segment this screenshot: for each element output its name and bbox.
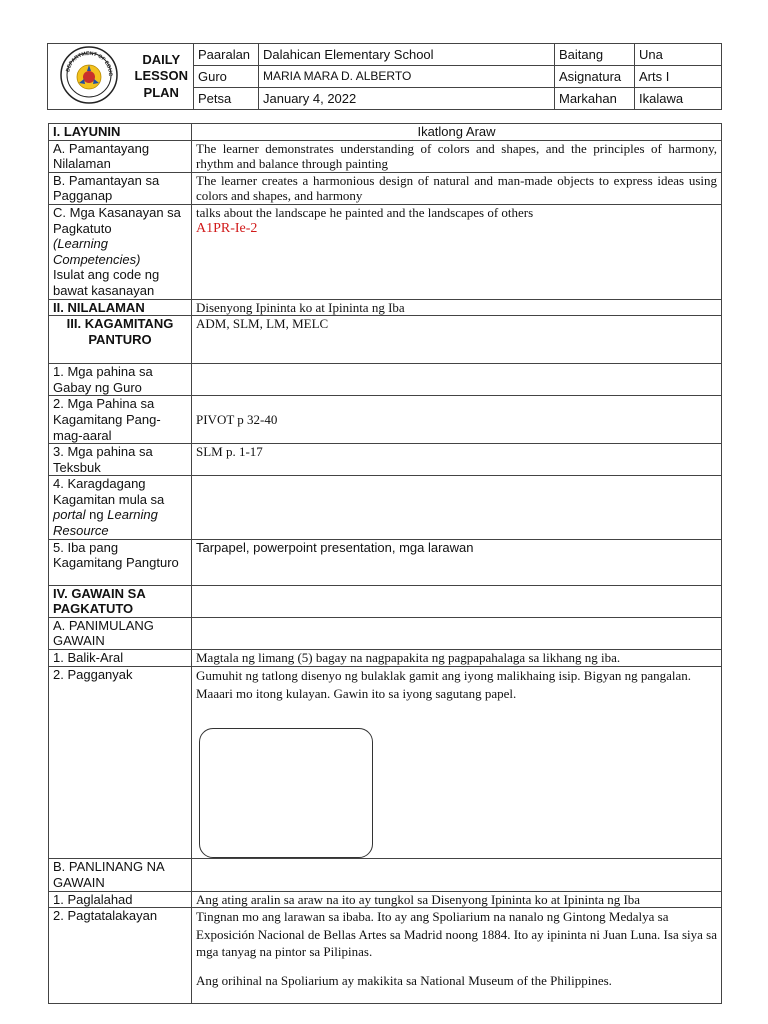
panimulang-label: A. PANIMULANG GAWAIN (49, 617, 192, 649)
kagamitang-panturo-label: III. KAGAMITANG PANTURO (49, 316, 192, 364)
markahan-value: Ikalawa (635, 88, 722, 110)
nilalaman-label: II. NILALAMAN (49, 299, 192, 316)
title-line-plan: PLAN (143, 84, 179, 100)
kasanayan-label-1: C. Mga Kasanayan sa Pagkatuto (53, 204, 181, 236)
lesson-plan-table (48, 123, 722, 1004)
nilalaman-value: Disenyong Ipininta ko at Ipininta ng Iba (192, 299, 722, 316)
guro-value: MARIA MARA D. ALBERTO (259, 66, 555, 88)
karagdagang-label-ng: ng (89, 507, 104, 523)
paglalahad-value: Ang ating aralin sa araw na ito ay tungkol sa Disenyong Ipininta ko at Ipininta ng Iba (192, 891, 722, 908)
panlinang-label: B. PANLINANG NA GAWAIN (49, 859, 192, 891)
kasanayan-label-2: (Learning Competencies) (53, 236, 141, 267)
gabay-guro-value (192, 364, 722, 396)
deped-seal-icon (58, 45, 120, 105)
layunin-value: Ikatlong Araw (192, 124, 722, 141)
baitang-label: Baitang (555, 44, 635, 66)
table-row (49, 891, 722, 908)
asignatura-value: Arts I (635, 66, 722, 88)
pagtatalakayan-text-2: Ang orihinal na Spoliarium ay makikita sa National Museum of the Philippines. (196, 972, 612, 988)
table-row (49, 140, 722, 172)
teksbuk-label: 3. Mga pahina sa Teksbuk (49, 444, 192, 476)
karagdagang-label (49, 476, 192, 539)
panlinang-value (192, 859, 722, 891)
table-row (49, 172, 722, 204)
kagamitang-mag-aaral-label: 2. Mga Pahina sa Kagamitang Pang-mag-aaral (49, 396, 192, 444)
panimulang-value (192, 617, 722, 649)
balik-aral-value: Magtala ng limang (5) bagay na nagpapakita ng pagpapahalaga sa likhang ng iba. (192, 650, 722, 667)
pamantayan-pagganap-label: B. Pamantayan sa Pagganap (49, 172, 192, 204)
kagamitang-panturo-value: ADM, SLM, LM, MELC (192, 316, 722, 364)
baitang-value: Una (635, 44, 722, 66)
karagdagang-value (192, 476, 722, 539)
gabay-guro-label: 1. Mga pahina sa Gabay ng Guro (49, 364, 192, 396)
table-row (49, 444, 722, 476)
kasanayan-text: talks about the landscape he painted and the landscapes of others (196, 204, 534, 220)
table-row (49, 204, 722, 299)
table-row (49, 859, 722, 891)
pamantayang-nilalaman-value: The learner demonstrates understanding of colors and shapes, and the principles of harmony, rhythm and balance through painting (192, 140, 722, 172)
table-row (49, 316, 722, 364)
karagdagang-label-resource: Learning Resource (53, 507, 158, 539)
paglalahad-label: 1. Paglalahad (49, 891, 192, 908)
competency-code: A1PR-Ie-2 (196, 220, 258, 236)
kasanayan-label (49, 204, 192, 299)
pagtatalakayan-value (192, 908, 722, 1004)
iba-pang-value: Tarpapel, powerpoint presentation, mga larawan (192, 539, 722, 585)
table-row (49, 617, 722, 649)
pagganyak-text: Gumuhit ng tatlong disenyo ng bulaklak gamit ang iyong malikhaing isip. Bigyan ng pangalan. Maaari mo itong kulayan. Gawin ito sa iyong sagutang papel. (196, 667, 692, 702)
pagtatalakayan-label: 2. Pagtatalakayan (49, 908, 192, 1004)
gawain-label: IV. GAWAIN SA PAGKATUTO (49, 585, 192, 617)
table-row (49, 650, 722, 667)
markahan-label: Markahan (555, 88, 635, 110)
karagdagang-label-portal: portal (53, 507, 86, 523)
kasanayan-label-3: Isulat ang code ng bawat kasanayan (53, 267, 160, 298)
gawain-value (192, 585, 722, 617)
pagganyak-label: 2. Pagganyak (49, 666, 192, 859)
header-table (47, 43, 722, 110)
drawing-box (199, 728, 373, 858)
paaralan-value: Dalahican Elementary School (259, 44, 555, 66)
teksbuk-value: SLM p. 1-17 (192, 444, 722, 476)
table-row (49, 585, 722, 617)
table-row (49, 299, 722, 316)
pamantayan-pagganap-value: The learner creates a harmonious design of natural and man-made objects to express ideas using colors and shapes, and harmony (192, 172, 722, 204)
kagamitang-mag-aaral-value: PIVOT p 32-40 (192, 396, 722, 444)
table-row (49, 539, 722, 585)
kasanayan-value (192, 204, 722, 299)
table-row (49, 396, 722, 444)
karagdagang-label-1: 4. Karagdagang Kagamitan mula sa (53, 476, 165, 507)
pagtatalakayan-text-1: Tingnan mo ang larawan sa ibaba. Ito ay ang Spoliarium na nanalo ng Gintong Medalya sa Exposición Nacional de Bellas Artes sa Madrid noong 1884. Ito ay ipininta ni Juan Luna. Isa siya sa mga tanyag na pintor sa Pilipinas. (196, 909, 717, 960)
table-row (49, 908, 722, 1004)
iba-pang-label: 5. Iba pang Kagamitang Pangturo (49, 539, 192, 585)
table-row (49, 666, 722, 859)
pagganyak-value (192, 666, 722, 859)
layunin-label: I. LAYUNIN (49, 124, 192, 141)
paaralan-label: Paaralan (194, 44, 259, 66)
petsa-value: January 4, 2022 (259, 88, 555, 110)
logo-cell (48, 44, 130, 110)
seal-text: DEPARTMENT OF EDUC (64, 50, 113, 76)
balik-aral-label: 1. Balik-Aral (49, 650, 192, 667)
table-row (49, 476, 722, 539)
asignatura-label: Asignatura (555, 66, 635, 88)
table-row (49, 124, 722, 141)
title-line-lesson: LESSON (134, 68, 188, 84)
guro-label: Guro (194, 66, 259, 88)
dlp-title (130, 44, 194, 110)
table-row (49, 364, 722, 396)
pamantayang-nilalaman-label: A. Pamantayang Nilalaman (49, 140, 192, 172)
title-line-daily: DAILY (142, 52, 181, 68)
petsa-label: Petsa (194, 88, 259, 110)
